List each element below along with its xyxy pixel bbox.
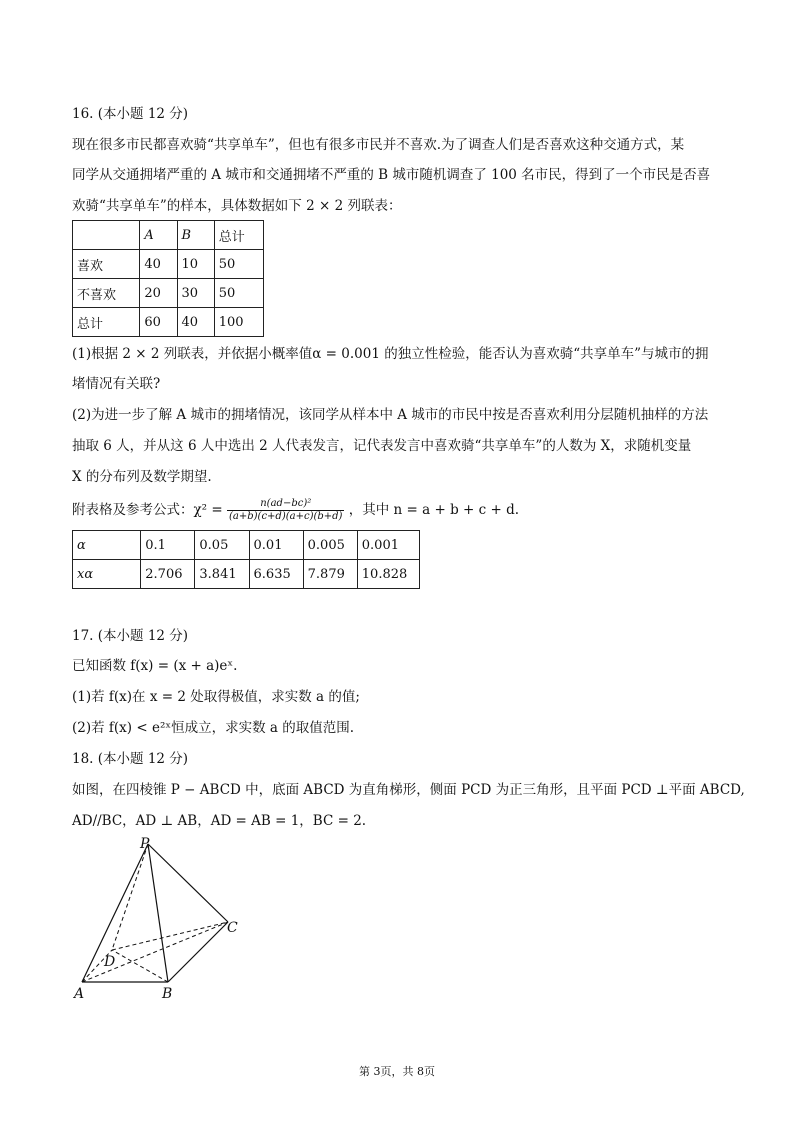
contingency-table xyxy=(72,220,264,337)
table-row xyxy=(73,560,420,589)
table-cell xyxy=(73,221,140,250)
q16-intro-line-2: 同学从交通拥堵严重的 A 城市和交通拥堵不严重的 B 城市随机调查了 100 名市民，得到了一个市民是否喜 xyxy=(72,167,711,183)
table-cell: 10.828 xyxy=(357,560,419,589)
fraction-numerator: n(ad−bc)² xyxy=(227,498,344,511)
hidden-edge-DC xyxy=(112,922,228,950)
table-row xyxy=(73,279,264,308)
table-cell: 20 xyxy=(140,279,177,308)
table-row xyxy=(73,531,420,560)
edge-PC xyxy=(148,844,228,922)
q16-heading: 16. (本小题 12 分) xyxy=(72,106,189,122)
x-alpha-label-cell: xα xyxy=(73,560,141,589)
fraction-denominator: (a+b)(c+d)(a+c)(b+d) xyxy=(229,511,343,522)
table-cell: 0.001 xyxy=(357,531,419,560)
table-cell: 100 xyxy=(214,308,263,337)
q17-part1: (1)若 f(x)在 x = 2 处取得极值，求实数 a 的值; xyxy=(72,689,360,705)
table-cell: 40 xyxy=(177,308,214,337)
table-cell: 3.841 xyxy=(195,560,249,589)
table-row xyxy=(73,221,264,250)
q16-part2-line-2: 抽取 6 人，并从这 6 人中选出 2 人代表发言，记代表发言中喜欢骑“共享单车”的人数为 X，求随机变量 xyxy=(72,438,692,454)
q18-stem-line-1: 如图，在四棱锥 P − ABCD 中，底面 ABCD 为直角梯形，侧面 PCD 为正三角形，且平面 PCD ⊥平面 ABCD, xyxy=(72,782,745,798)
edge-BC xyxy=(168,922,228,982)
table-header-cell: A xyxy=(140,221,177,250)
table-cell: 不喜欢 xyxy=(73,279,140,308)
label-D: D xyxy=(104,954,116,970)
table-header-cell: 总计 xyxy=(214,221,263,250)
table-cell: 0.1 xyxy=(141,531,195,560)
label-A: A xyxy=(74,986,85,1002)
label-P: P xyxy=(140,836,150,852)
label-B: B xyxy=(162,986,173,1002)
table-cell: 0.05 xyxy=(195,531,249,560)
page-footer: 第 3页，共 8页 xyxy=(359,1065,435,1078)
q17-part2: (2)若 f(x) < e²ˣ恒成立，求实数 a 的取值范围. xyxy=(72,720,354,736)
q16-intro-line-1: 现在很多市民都喜欢骑“共享单车”，但也有很多市民并不喜欢.为了调查人们是否喜欢这种交通方式，某 xyxy=(72,137,685,153)
table-cell: 0.01 xyxy=(249,531,303,560)
q16-formula xyxy=(72,498,519,523)
label-C: C xyxy=(227,920,238,936)
table-header-cell: B xyxy=(177,221,214,250)
table-row xyxy=(73,308,264,337)
q16-intro-line-3: 欢骑“共享单车”的样本，具体数据如下 2 × 2 列联表： xyxy=(72,198,402,214)
hidden-edge-PD xyxy=(112,844,148,950)
table-cell: 喜欢 xyxy=(73,250,140,279)
q16-part2-line-3: X 的分布列及数学期望. xyxy=(72,469,212,485)
alpha-label-cell: α xyxy=(73,531,141,560)
table-cell: 总计 xyxy=(73,308,140,337)
edge-PB xyxy=(148,844,168,982)
table-cell: 6.635 xyxy=(249,560,303,589)
table-row xyxy=(73,250,264,279)
hidden-edge-AC xyxy=(82,922,228,982)
table-cell: 40 xyxy=(140,250,177,279)
table-cell: 50 xyxy=(214,279,263,308)
q17-heading: 17. (本小题 12 分) xyxy=(72,628,189,644)
reference-table xyxy=(72,530,420,589)
formula-suffix: ，其中 n = a + b + c + d. xyxy=(348,502,520,518)
table-cell: 10 xyxy=(177,250,214,279)
table-cell: 2.706 xyxy=(141,560,195,589)
q16-part2-line-1: (2)为进一步了解 A 城市的拥堵情况，该同学从样本中 A 城市的市民中按是否喜欢利用分层随机抽样的方法 xyxy=(72,407,709,423)
chi-square-fraction xyxy=(227,498,344,523)
q18-stem-line-2: AD//BC，AD ⊥ AB，AD = AB = 1，BC = 2. xyxy=(72,813,367,829)
q18-heading: 18. (本小题 12 分) xyxy=(72,751,189,767)
table-cell: 7.879 xyxy=(303,560,357,589)
table-cell: 50 xyxy=(214,250,263,279)
q17-stem: 已知函数 f(x) = (x + a)eˣ. xyxy=(72,658,238,674)
table-cell: 30 xyxy=(177,279,214,308)
hidden-edge-BD xyxy=(112,950,168,982)
table-cell: 60 xyxy=(140,308,177,337)
pyramid-figure xyxy=(70,832,250,1007)
table-cell: 0.005 xyxy=(303,531,357,560)
q16-part1-line-1: (1)根据 2 × 2 列联表，并依据小概率值α = 0.001 的独立性检验，能否认为喜欢骑“共享单车”与城市的拥 xyxy=(72,346,709,362)
formula-prefix: 附表格及参考公式：χ² = xyxy=(72,502,223,518)
q16-part1-line-2: 堵情况有关联? xyxy=(72,376,161,392)
